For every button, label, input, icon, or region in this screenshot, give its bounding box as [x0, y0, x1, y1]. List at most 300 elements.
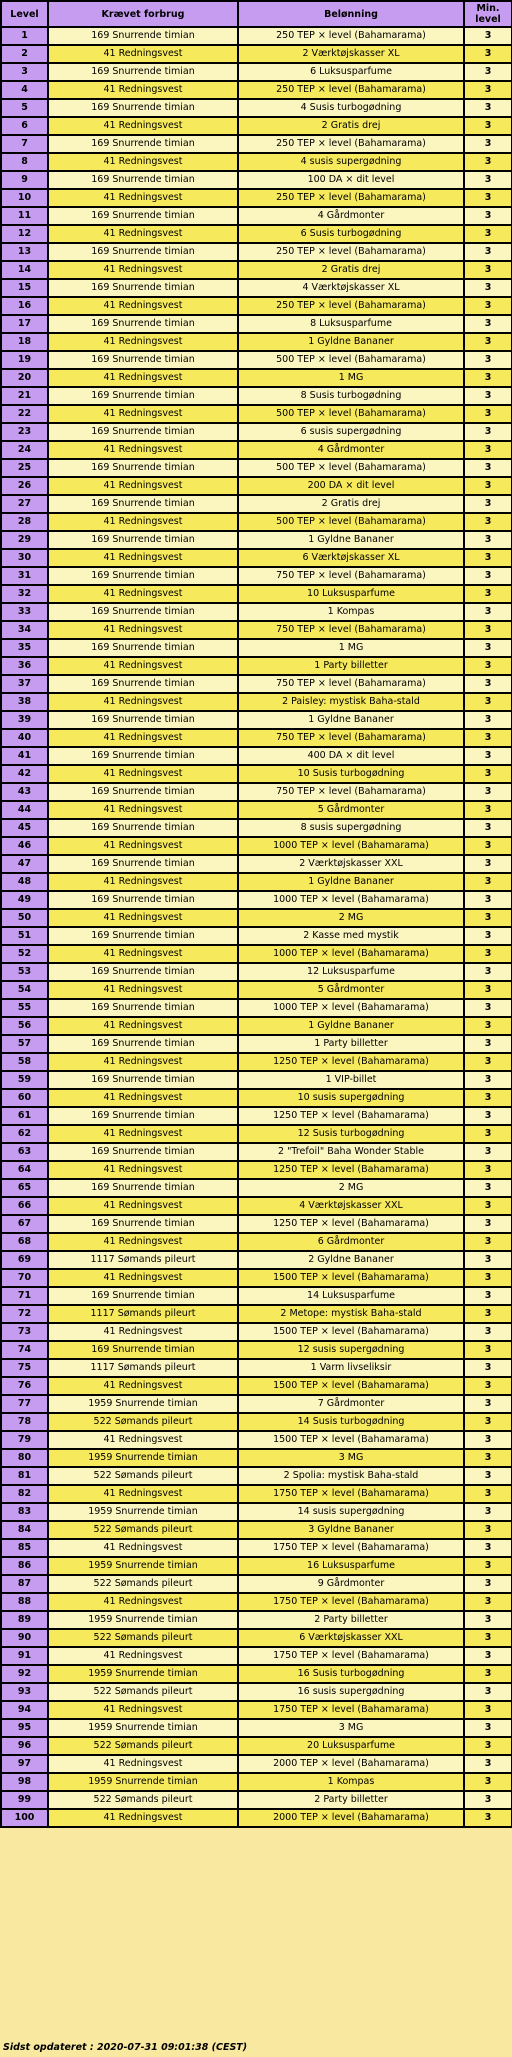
cell-beloenning: 750 TEP × level (Bahamarama) — [238, 729, 464, 747]
cell-forbrug: 169 Snurrende timian — [48, 351, 238, 369]
cell-min-level: 3 — [464, 1089, 512, 1107]
cell-min-level: 3 — [464, 855, 512, 873]
cell-min-level: 3 — [464, 423, 512, 441]
cell-forbrug: 169 Snurrende timian — [48, 783, 238, 801]
cell-beloenning: 12 susis supergødning — [238, 1341, 464, 1359]
cell-min-level: 3 — [464, 1179, 512, 1197]
cell-level: 41 — [1, 747, 48, 765]
cell-level: 98 — [1, 1773, 48, 1791]
cell-level: 38 — [1, 693, 48, 711]
cell-min-level: 3 — [464, 225, 512, 243]
table-row — [1, 1017, 512, 1035]
cell-forbrug: 1959 Snurrende timian — [48, 1773, 238, 1791]
cell-min-level: 3 — [464, 261, 512, 279]
cell-forbrug: 169 Snurrende timian — [48, 243, 238, 261]
cell-level: 93 — [1, 1683, 48, 1701]
cell-level: 69 — [1, 1251, 48, 1269]
cell-beloenning: 1 Gyldne Bananer — [238, 1017, 464, 1035]
table-row — [1, 1647, 512, 1665]
cell-forbrug: 41 Redningsvest — [48, 441, 238, 459]
cell-beloenning: 14 Luksusparfume — [238, 1287, 464, 1305]
cell-beloenning: 6 Gårdmonter — [238, 1233, 464, 1251]
cell-forbrug: 41 Redningsvest — [48, 45, 238, 63]
cell-min-level: 3 — [464, 1107, 512, 1125]
cell-forbrug: 169 Snurrende timian — [48, 531, 238, 549]
cell-min-level: 3 — [464, 747, 512, 765]
cell-level: 16 — [1, 297, 48, 315]
cell-min-level: 3 — [464, 27, 512, 45]
table-row — [1, 1251, 512, 1269]
cell-level: 97 — [1, 1755, 48, 1773]
cell-min-level: 3 — [464, 63, 512, 81]
cell-level: 79 — [1, 1431, 48, 1449]
cell-min-level: 3 — [464, 1809, 512, 1827]
table-row — [1, 657, 512, 675]
cell-level: 73 — [1, 1323, 48, 1341]
cell-level: 10 — [1, 189, 48, 207]
cell-level: 27 — [1, 495, 48, 513]
cell-beloenning: 250 TEP × level (Bahamarama) — [238, 297, 464, 315]
cell-level: 85 — [1, 1539, 48, 1557]
cell-min-level: 3 — [464, 1503, 512, 1521]
cell-forbrug: 41 Redningsvest — [48, 909, 238, 927]
cell-level: 39 — [1, 711, 48, 729]
table-row — [1, 135, 512, 153]
cell-min-level: 3 — [464, 117, 512, 135]
cell-forbrug: 169 Snurrende timian — [48, 1341, 238, 1359]
cell-forbrug: 41 Redningsvest — [48, 297, 238, 315]
cell-min-level: 3 — [464, 1269, 512, 1287]
cell-forbrug: 41 Redningsvest — [48, 1485, 238, 1503]
cell-beloenning: 10 Luksusparfume — [238, 585, 464, 603]
cell-min-level: 3 — [464, 1737, 512, 1755]
cell-level: 49 — [1, 891, 48, 909]
cell-level: 37 — [1, 675, 48, 693]
cell-min-level: 3 — [464, 1485, 512, 1503]
cell-beloenning: 2 Paisley: mystisk Baha-stald — [238, 693, 464, 711]
cell-beloenning: 4 Værktøjskasser XL — [238, 279, 464, 297]
cell-beloenning: 2 Gratis drej — [238, 117, 464, 135]
cell-forbrug: 169 Snurrende timian — [48, 207, 238, 225]
cell-min-level: 3 — [464, 1791, 512, 1809]
cell-min-level: 3 — [464, 1611, 512, 1629]
cell-beloenning: 16 susis supergødning — [238, 1683, 464, 1701]
cell-level: 28 — [1, 513, 48, 531]
cell-level: 23 — [1, 423, 48, 441]
cell-min-level: 3 — [464, 1143, 512, 1161]
table-row — [1, 45, 512, 63]
cell-level: 80 — [1, 1449, 48, 1467]
cell-min-level: 3 — [464, 765, 512, 783]
cell-forbrug: 522 Sømands pileurt — [48, 1629, 238, 1647]
cell-min-level: 3 — [464, 1575, 512, 1593]
cell-forbrug: 41 Redningsvest — [48, 1233, 238, 1251]
table-row — [1, 297, 512, 315]
cell-level: 89 — [1, 1611, 48, 1629]
cell-level: 22 — [1, 405, 48, 423]
cell-forbrug: 41 Redningsvest — [48, 261, 238, 279]
cell-beloenning: 2 Værktøjskasser XL — [238, 45, 464, 63]
cell-level: 87 — [1, 1575, 48, 1593]
table-row — [1, 765, 512, 783]
cell-min-level: 3 — [464, 1341, 512, 1359]
cell-forbrug: 169 Snurrende timian — [48, 747, 238, 765]
table-row — [1, 1557, 512, 1575]
cell-forbrug: 41 Redningsvest — [48, 405, 238, 423]
cell-level: 59 — [1, 1071, 48, 1089]
table-row — [1, 999, 512, 1017]
cell-level: 35 — [1, 639, 48, 657]
cell-level: 9 — [1, 171, 48, 189]
cell-min-level: 3 — [464, 1449, 512, 1467]
cell-beloenning: 4 Gårdmonter — [238, 441, 464, 459]
cell-forbrug: 169 Snurrende timian — [48, 459, 238, 477]
cell-forbrug: 169 Snurrende timian — [48, 423, 238, 441]
table-row — [1, 1503, 512, 1521]
cell-beloenning: 6 Susis turbogødning — [238, 225, 464, 243]
cell-level: 32 — [1, 585, 48, 603]
table-row — [1, 387, 512, 405]
cell-min-level: 3 — [464, 603, 512, 621]
cell-level: 53 — [1, 963, 48, 981]
cell-level: 5 — [1, 99, 48, 117]
cell-level: 46 — [1, 837, 48, 855]
table-row — [1, 477, 512, 495]
cell-min-level: 3 — [464, 477, 512, 495]
cell-level: 83 — [1, 1503, 48, 1521]
cell-min-level: 3 — [464, 531, 512, 549]
cell-level: 51 — [1, 927, 48, 945]
cell-forbrug: 41 Redningsvest — [48, 837, 238, 855]
table-row — [1, 1179, 512, 1197]
table-row — [1, 117, 512, 135]
cell-beloenning: 1000 TEP × level (Bahamarama) — [238, 891, 464, 909]
table-row — [1, 981, 512, 999]
cell-level: 75 — [1, 1359, 48, 1377]
cell-forbrug: 169 Snurrende timian — [48, 495, 238, 513]
table-row — [1, 531, 512, 549]
cell-min-level: 3 — [464, 981, 512, 999]
cell-forbrug: 41 Redningsvest — [48, 369, 238, 387]
cell-min-level: 3 — [464, 891, 512, 909]
cell-min-level: 3 — [464, 45, 512, 63]
cell-beloenning: 1000 TEP × level (Bahamarama) — [238, 945, 464, 963]
cell-beloenning: 2 Spolia: mystisk Baha-stald — [238, 1467, 464, 1485]
cell-min-level: 3 — [464, 333, 512, 351]
cell-min-level: 3 — [464, 1629, 512, 1647]
cell-beloenning: 7 Gårdmonter — [238, 1395, 464, 1413]
cell-forbrug: 169 Snurrende timian — [48, 387, 238, 405]
table-row — [1, 261, 512, 279]
cell-level: 3 — [1, 63, 48, 81]
cell-forbrug: 169 Snurrende timian — [48, 135, 238, 153]
cell-min-level: 3 — [464, 369, 512, 387]
cell-level: 62 — [1, 1125, 48, 1143]
cell-forbrug: 522 Sømands pileurt — [48, 1467, 238, 1485]
table-row — [1, 351, 512, 369]
table-row — [1, 171, 512, 189]
table-row — [1, 1161, 512, 1179]
cell-forbrug: 41 Redningsvest — [48, 81, 238, 99]
cell-level: 76 — [1, 1377, 48, 1395]
cell-forbrug: 41 Redningsvest — [48, 1809, 238, 1827]
table-row — [1, 189, 512, 207]
cell-level: 57 — [1, 1035, 48, 1053]
cell-min-level: 3 — [464, 693, 512, 711]
cell-level: 15 — [1, 279, 48, 297]
cell-level: 19 — [1, 351, 48, 369]
table-row — [1, 747, 512, 765]
table-row — [1, 315, 512, 333]
cell-level: 1 — [1, 27, 48, 45]
cell-forbrug: 169 Snurrende timian — [48, 999, 238, 1017]
cell-forbrug: 169 Snurrende timian — [48, 603, 238, 621]
table-row — [1, 1377, 512, 1395]
cell-beloenning: 2 Party billetter — [238, 1611, 464, 1629]
cell-forbrug: 169 Snurrende timian — [48, 1143, 238, 1161]
cell-forbrug: 169 Snurrende timian — [48, 1179, 238, 1197]
cell-min-level: 3 — [464, 351, 512, 369]
cell-min-level: 3 — [464, 315, 512, 333]
table-row — [1, 1269, 512, 1287]
table-row — [1, 495, 512, 513]
cell-min-level: 3 — [464, 1431, 512, 1449]
cell-forbrug: 1959 Snurrende timian — [48, 1719, 238, 1737]
cell-min-level: 3 — [464, 801, 512, 819]
cell-forbrug: 41 Redningsvest — [48, 1269, 238, 1287]
table-row — [1, 513, 512, 531]
cell-level: 94 — [1, 1701, 48, 1719]
cell-beloenning: 2 MG — [238, 1179, 464, 1197]
cell-level: 18 — [1, 333, 48, 351]
cell-min-level: 3 — [464, 1413, 512, 1431]
cell-forbrug: 41 Redningsvest — [48, 153, 238, 171]
cell-beloenning: 250 TEP × level (Bahamarama) — [238, 27, 464, 45]
cell-forbrug: 41 Redningsvest — [48, 477, 238, 495]
table-row — [1, 1809, 512, 1827]
cell-min-level: 3 — [464, 837, 512, 855]
cell-min-level: 3 — [464, 711, 512, 729]
cell-beloenning: 1500 TEP × level (Bahamarama) — [238, 1377, 464, 1395]
cell-min-level: 3 — [464, 243, 512, 261]
cell-forbrug: 169 Snurrende timian — [48, 99, 238, 117]
header-beloenning: Belønning — [238, 1, 464, 27]
header-row — [1, 1, 512, 27]
table-row — [1, 1215, 512, 1233]
cell-forbrug: 41 Redningsvest — [48, 225, 238, 243]
cell-level: 81 — [1, 1467, 48, 1485]
table-row — [1, 405, 512, 423]
cell-forbrug: 169 Snurrende timian — [48, 279, 238, 297]
cell-forbrug: 522 Sømands pileurt — [48, 1683, 238, 1701]
cell-beloenning: 1250 TEP × level (Bahamarama) — [238, 1107, 464, 1125]
cell-beloenning: 1 Gyldne Bananer — [238, 873, 464, 891]
cell-forbrug: 169 Snurrende timian — [48, 711, 238, 729]
cell-forbrug: 41 Redningsvest — [48, 513, 238, 531]
cell-beloenning: 2 "Trefoil" Baha Wonder Stable — [238, 1143, 464, 1161]
table-row — [1, 1053, 512, 1071]
cell-min-level: 3 — [464, 1665, 512, 1683]
cell-beloenning: 2000 TEP × level (Bahamarama) — [238, 1809, 464, 1827]
cell-min-level: 3 — [464, 1035, 512, 1053]
cell-forbrug: 41 Redningsvest — [48, 1539, 238, 1557]
cell-forbrug: 41 Redningsvest — [48, 729, 238, 747]
cell-beloenning: 100 DA × dit level — [238, 171, 464, 189]
cell-forbrug: 169 Snurrende timian — [48, 27, 238, 45]
cell-level: 25 — [1, 459, 48, 477]
cell-forbrug: 41 Redningsvest — [48, 585, 238, 603]
cell-level: 8 — [1, 153, 48, 171]
cell-forbrug: 41 Redningsvest — [48, 1377, 238, 1395]
cell-min-level: 3 — [464, 945, 512, 963]
table-row — [1, 63, 512, 81]
cell-beloenning: 6 Værktøjskasser XXL — [238, 1629, 464, 1647]
cell-beloenning: 1 MG — [238, 639, 464, 657]
cell-forbrug: 41 Redningsvest — [48, 621, 238, 639]
cell-level: 61 — [1, 1107, 48, 1125]
cell-min-level: 3 — [464, 999, 512, 1017]
cell-min-level: 3 — [464, 585, 512, 603]
table-row — [1, 1575, 512, 1593]
cell-forbrug: 169 Snurrende timian — [48, 1071, 238, 1089]
table-row — [1, 873, 512, 891]
cell-level: 42 — [1, 765, 48, 783]
cell-beloenning: 2 Metope: mystisk Baha-stald — [238, 1305, 464, 1323]
table-row — [1, 855, 512, 873]
cell-forbrug: 1959 Snurrende timian — [48, 1449, 238, 1467]
table-row — [1, 1287, 512, 1305]
table-row — [1, 675, 512, 693]
cell-level: 36 — [1, 657, 48, 675]
cell-forbrug: 169 Snurrende timian — [48, 171, 238, 189]
cell-beloenning: 16 Luksusparfume — [238, 1557, 464, 1575]
cell-beloenning: 3 Gyldne Bananer — [238, 1521, 464, 1539]
table-row — [1, 243, 512, 261]
cell-beloenning: 1750 TEP × level (Bahamarama) — [238, 1539, 464, 1557]
cell-level: 45 — [1, 819, 48, 837]
cell-forbrug: 169 Snurrende timian — [48, 675, 238, 693]
table-row — [1, 1341, 512, 1359]
cell-beloenning: 500 TEP × level (Bahamarama) — [238, 513, 464, 531]
last-updated: Sidst opdateret : 2020-07-31 09:01:38 (CEST) — [3, 2042, 248, 2053]
cell-beloenning: 3 MG — [238, 1449, 464, 1467]
cell-min-level: 3 — [464, 1233, 512, 1251]
cell-beloenning: 2000 TEP × level (Bahamarama) — [238, 1755, 464, 1773]
cell-level: 55 — [1, 999, 48, 1017]
cell-level: 31 — [1, 567, 48, 585]
cell-forbrug: 169 Snurrende timian — [48, 1035, 238, 1053]
table-row — [1, 1791, 512, 1809]
cell-beloenning: 5 Gårdmonter — [238, 801, 464, 819]
cell-min-level: 3 — [464, 639, 512, 657]
table-row — [1, 1089, 512, 1107]
cell-forbrug: 41 Redningsvest — [48, 981, 238, 999]
cell-min-level: 3 — [464, 1359, 512, 1377]
cell-level: 26 — [1, 477, 48, 495]
cell-beloenning: 1750 TEP × level (Bahamarama) — [238, 1647, 464, 1665]
cell-min-level: 3 — [464, 1701, 512, 1719]
table-row — [1, 1665, 512, 1683]
cell-beloenning: 8 Susis turbogødning — [238, 387, 464, 405]
cell-forbrug: 169 Snurrende timian — [48, 315, 238, 333]
cell-forbrug: 41 Redningsvest — [48, 1053, 238, 1071]
cell-beloenning: 14 susis supergødning — [238, 1503, 464, 1521]
table-row — [1, 1323, 512, 1341]
cell-level: 70 — [1, 1269, 48, 1287]
table-row — [1, 909, 512, 927]
table-body — [1, 27, 512, 1827]
table-row — [1, 621, 512, 639]
table-row — [1, 27, 512, 45]
cell-beloenning: 750 TEP × level (Bahamarama) — [238, 675, 464, 693]
table-row — [1, 819, 512, 837]
cell-level: 95 — [1, 1719, 48, 1737]
cell-forbrug: 169 Snurrende timian — [48, 963, 238, 981]
cell-min-level: 3 — [464, 1215, 512, 1233]
cell-forbrug: 41 Redningsvest — [48, 1161, 238, 1179]
cell-level: 2 — [1, 45, 48, 63]
cell-min-level: 3 — [464, 1719, 512, 1737]
cell-forbrug: 169 Snurrende timian — [48, 1107, 238, 1125]
cell-level: 48 — [1, 873, 48, 891]
cell-level: 66 — [1, 1197, 48, 1215]
cell-level: 52 — [1, 945, 48, 963]
table-row — [1, 963, 512, 981]
cell-beloenning: 4 susis supergødning — [238, 153, 464, 171]
table-row — [1, 711, 512, 729]
cell-beloenning: 8 Luksusparfume — [238, 315, 464, 333]
cell-min-level: 3 — [464, 1287, 512, 1305]
header-min-level: Min. level — [464, 1, 512, 27]
cell-beloenning: 12 Susis turbogødning — [238, 1125, 464, 1143]
cell-level: 13 — [1, 243, 48, 261]
cell-forbrug: 41 Redningsvest — [48, 1017, 238, 1035]
cell-min-level: 3 — [464, 909, 512, 927]
table-row — [1, 1773, 512, 1791]
cell-level: 96 — [1, 1737, 48, 1755]
cell-level: 91 — [1, 1647, 48, 1665]
cell-beloenning: 1750 TEP × level (Bahamarama) — [238, 1485, 464, 1503]
cell-forbrug: 522 Sømands pileurt — [48, 1413, 238, 1431]
cell-min-level: 3 — [464, 1197, 512, 1215]
cell-forbrug: 41 Redningsvest — [48, 801, 238, 819]
cell-min-level: 3 — [464, 1305, 512, 1323]
table-row — [1, 333, 512, 351]
cell-min-level: 3 — [464, 873, 512, 891]
table-row — [1, 369, 512, 387]
cell-beloenning: 1 Gyldne Bananer — [238, 333, 464, 351]
cell-min-level: 3 — [464, 459, 512, 477]
cell-forbrug: 41 Redningsvest — [48, 657, 238, 675]
cell-level: 56 — [1, 1017, 48, 1035]
cell-beloenning: 10 susis supergødning — [238, 1089, 464, 1107]
cell-level: 14 — [1, 261, 48, 279]
cell-min-level: 3 — [464, 1323, 512, 1341]
cell-forbrug: 169 Snurrende timian — [48, 567, 238, 585]
cell-beloenning: 1 Kompas — [238, 603, 464, 621]
cell-level: 82 — [1, 1485, 48, 1503]
cell-min-level: 3 — [464, 1017, 512, 1035]
cell-forbrug: 41 Redningsvest — [48, 765, 238, 783]
table-row — [1, 1683, 512, 1701]
cell-beloenning: 10 Susis turbogødning — [238, 765, 464, 783]
cell-forbrug: 169 Snurrende timian — [48, 927, 238, 945]
header-level: Level — [1, 1, 48, 27]
cell-level: 47 — [1, 855, 48, 873]
table-row — [1, 1539, 512, 1557]
cell-level: 67 — [1, 1215, 48, 1233]
cell-min-level: 3 — [464, 1683, 512, 1701]
